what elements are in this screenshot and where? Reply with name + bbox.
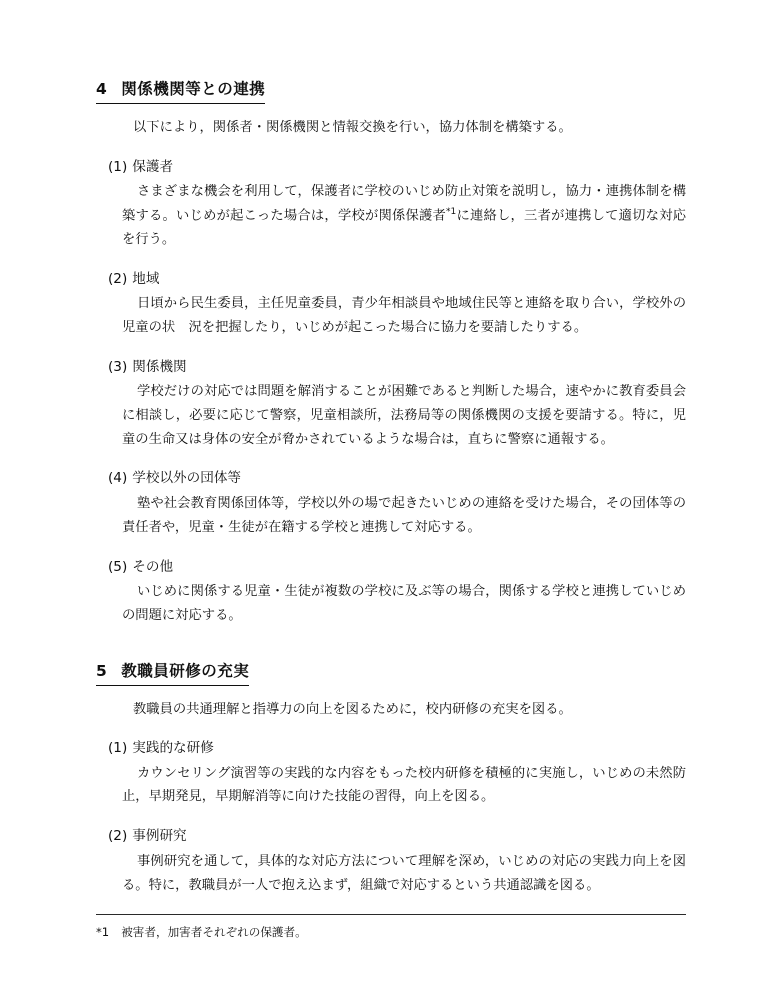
item-body: カウンセリング演習等の実践的な内容をもった校内研修を積極的に実施し，いじめの未然防止，早期発見，早期解消等に向けた技能の習得，向上を図る。	[122, 765, 686, 805]
item-title	[96, 738, 686, 760]
item-title-text: 地域	[132, 270, 160, 287]
section-4-title: 関係機関等との連携	[121, 80, 266, 98]
item-body: 学校だけの対応では問題を解消することが困難であると判断した場合，速やかに教育委員会に相談し，必要に応じて警察，児童相談所，法務局等の関係機関の支援を要請する。特に，児童の生命又は身体の安全が脅かされているような場合は，直ちに警察に通報する。	[122, 384, 686, 447]
footnote	[96, 923, 686, 942]
item-label: (1)	[108, 158, 128, 175]
section-5-item-2	[96, 826, 686, 897]
item-title-text: 学校以外の団体等	[132, 470, 242, 487]
section-5-heading	[96, 660, 249, 686]
section-4-item-2	[96, 269, 686, 340]
item-title	[96, 357, 686, 379]
item-label: (4)	[108, 470, 128, 487]
item-label: (1)	[108, 740, 128, 757]
item-label: (2)	[108, 828, 128, 845]
item-title	[96, 826, 686, 848]
footnote-mark: *1	[96, 925, 110, 940]
item-label: (3)	[108, 358, 128, 375]
section-5-number: 5	[96, 661, 108, 680]
footnote-divider	[96, 914, 686, 915]
section-5-title: 教職員研修の充実	[121, 661, 250, 680]
section-4-item-5	[96, 557, 686, 628]
item-title-text: 保護者	[132, 158, 174, 175]
section-4-intro: 以下により，関係者・関係機関と情報交換を行い，協力体制を構築する。	[133, 120, 572, 136]
item-title-text: 関係機関	[132, 358, 187, 375]
section-4-item-3	[96, 357, 686, 452]
item-body: 塾や社会教育関係団体等，学校以外の場で起きたいじめの連絡を受けた場合，その団体等の責任者や，児童・生徒が在籍する学校と連携して対応する。	[122, 496, 686, 535]
item-body: 事例研究を通して，具体的な対応方法について理解を深め，いじめの対応の実践力向上を図る。特に，教職員が一人で抱え込まず，組織で対応するという共通認識を図る。	[122, 853, 686, 893]
item-body: いじめに関係する児童・生徒が複数の学校に及ぶ等の場合，関係する学校と連携していじめの問題に対応する。	[122, 584, 686, 623]
item-title-text: その他	[132, 558, 174, 575]
section-5-item-1	[96, 738, 686, 809]
item-label: (5)	[108, 558, 128, 575]
section-4-item-1	[96, 157, 686, 252]
item-body	[96, 180, 686, 251]
item-title	[96, 269, 686, 291]
item-title	[96, 557, 686, 579]
section-4	[96, 78, 686, 628]
section-5-intro: 教職員の共通理解と指導力の向上を図るために，校内研修の充実を図る。	[133, 701, 572, 717]
item-title	[96, 468, 686, 490]
item-body-part-1: さまざまな機会を利用して，保護者に学校のいじめ防止対策を説明し，協力・連携体制を構築する。いじめが起こった場合は，学校が関係保護者	[122, 184, 686, 224]
section-4-number: 4	[96, 80, 108, 98]
item-title-text: 実践的な研修	[132, 740, 214, 757]
item-body-part-2: に連絡し，三者が連携して適切な対応を行う。	[122, 208, 687, 247]
footnote-body: 被害者，加害者それぞれの保護者。	[121, 925, 307, 940]
section-4-heading	[96, 78, 265, 104]
footnote-area	[96, 914, 686, 942]
item-title-text: 事例研究	[132, 828, 187, 845]
item-label: (2)	[108, 270, 128, 287]
section-spacer	[96, 634, 686, 660]
footnote-reference: *1	[446, 206, 457, 217]
item-title	[96, 157, 686, 179]
item-body: 日頃から民生委員，主任児童委員，青少年相談員や地域住民等と連絡を取り合い，学校外の児童の状 況を把握したり，いじめが起こった場合に協力を要請したりする。	[122, 296, 686, 336]
section-4-item-4	[96, 468, 686, 539]
section-5	[96, 660, 686, 898]
